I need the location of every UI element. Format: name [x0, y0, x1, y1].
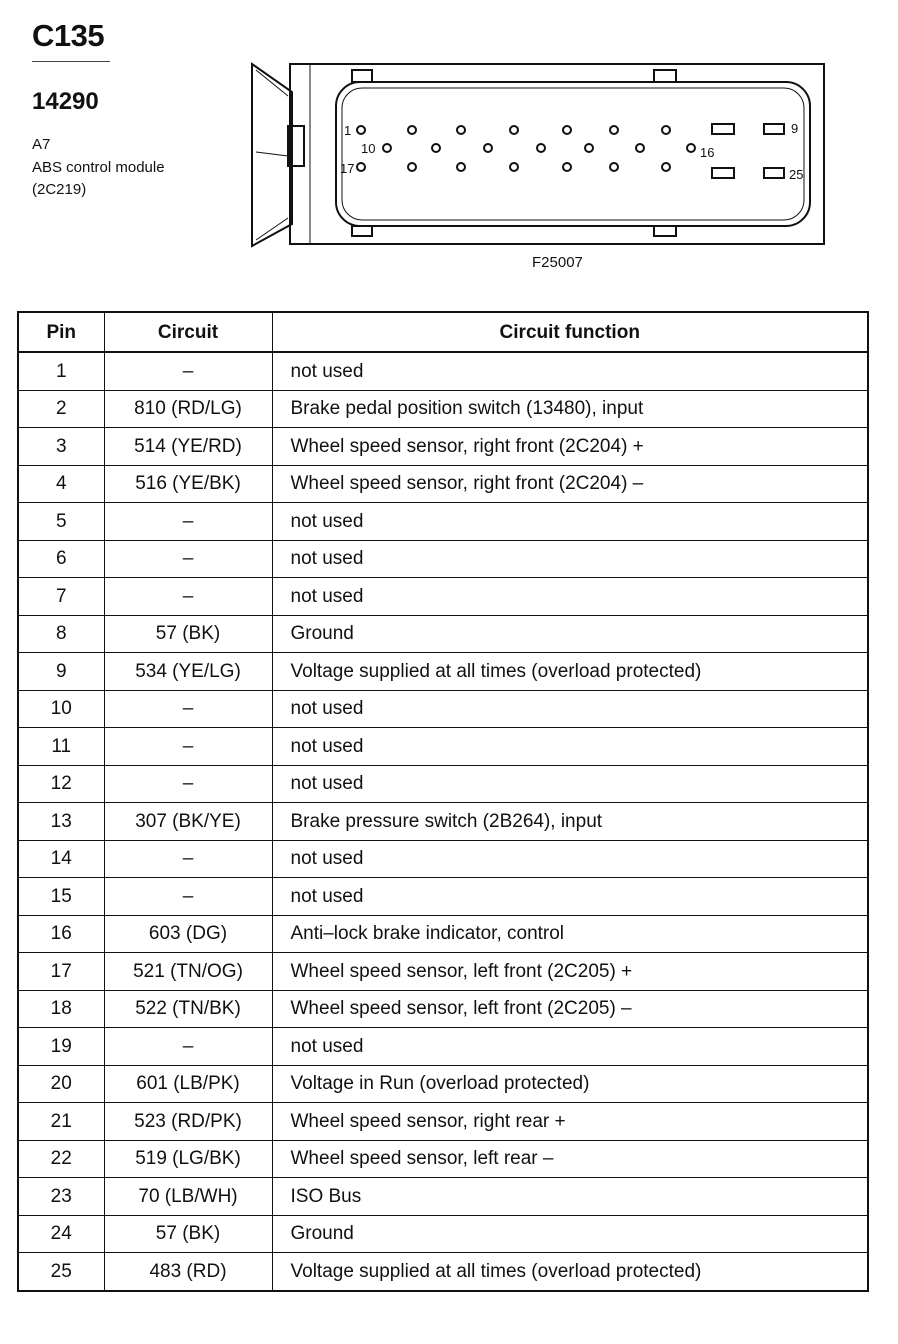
circuit-function-cell: ISO Bus: [272, 1178, 868, 1216]
pin-cell: 3: [18, 428, 104, 466]
pin-cell: 16: [18, 915, 104, 953]
pin-hole: [662, 163, 670, 171]
circuit-cell: 534 (YE/LG): [104, 653, 272, 691]
table-row: [18, 953, 868, 991]
pin-cell: 4: [18, 465, 104, 503]
key-notch: [352, 226, 372, 236]
circuit-cell: –: [104, 690, 272, 728]
table-row: [18, 352, 868, 390]
table-row: [18, 465, 868, 503]
circuit-function-cell: not used: [272, 540, 868, 578]
location-code: A7: [32, 136, 51, 153]
connector-id: C135: [32, 18, 105, 53]
blade-terminal: [712, 124, 734, 134]
key-notch: [352, 70, 372, 82]
pin-hole: [636, 144, 644, 152]
table-row: [18, 1140, 868, 1178]
circuit-function-cell: not used: [272, 352, 868, 390]
pin-hole: [537, 144, 545, 152]
pin-label-1: 1: [344, 123, 352, 138]
pin-label-17: 17: [340, 161, 355, 176]
circuit-cell: 519 (LG/BK): [104, 1140, 272, 1178]
pin-cell: 20: [18, 1065, 104, 1103]
circuit-cell: 57 (BK): [104, 1215, 272, 1253]
circuit-function-cell: Wheel speed sensor, left rear –: [272, 1140, 868, 1178]
circuit-function-cell: Brake pedal position switch (13480), input: [272, 390, 868, 428]
pin-table-body: [18, 352, 868, 1291]
table-row: [18, 428, 868, 466]
pin-label-25: 25: [789, 167, 804, 182]
pin-hole: [408, 126, 416, 134]
pin-hole: [563, 126, 571, 134]
pin-cell: 15: [18, 878, 104, 916]
circuit-function-cell: Voltage supplied at all times (overload protected): [272, 1253, 868, 1291]
circuit-function-cell: not used: [272, 840, 868, 878]
circuit-cell: –: [104, 578, 272, 616]
pin-cell: 13: [18, 803, 104, 841]
table-row: [18, 1028, 868, 1066]
blade-terminal: [764, 168, 784, 178]
circuit-cell: –: [104, 728, 272, 766]
circuit-cell: –: [104, 352, 272, 390]
table-row: [18, 615, 868, 653]
pin-hole: [610, 126, 618, 134]
table-row: [18, 765, 868, 803]
circuit-cell: 521 (TN/OG): [104, 953, 272, 991]
pin-hole: [484, 144, 492, 152]
pin-hole: [563, 163, 571, 171]
table-row: [18, 1178, 868, 1216]
circuit-cell: –: [104, 765, 272, 803]
pin-hole: [510, 126, 518, 134]
pin-cell: 1: [18, 352, 104, 390]
pin-cell: 9: [18, 653, 104, 691]
circuit-function-cell: Wheel speed sensor, left front (2C205) –: [272, 990, 868, 1028]
table-row: [18, 653, 868, 691]
circuit-function-cell: Brake pressure switch (2B264), input: [272, 803, 868, 841]
table-row: [18, 390, 868, 428]
pin-cell: 14: [18, 840, 104, 878]
circuit-function-cell: Wheel speed sensor, left front (2C205) +: [272, 953, 868, 991]
circuit-function-cell: Anti–lock brake indicator, control: [272, 915, 868, 953]
circuit-function-cell: not used: [272, 765, 868, 803]
key-notch: [654, 70, 676, 82]
pin-hole: [610, 163, 618, 171]
part-number: 14290: [32, 88, 99, 115]
pin-hole: [357, 163, 365, 171]
pin-table: [17, 311, 869, 1292]
pin-hole: [585, 144, 593, 152]
header-circuit: Circuit: [104, 312, 272, 352]
circuit-function-cell: not used: [272, 578, 868, 616]
pin-cell: 7: [18, 578, 104, 616]
circuit-function-cell: not used: [272, 1028, 868, 1066]
circuit-function-cell: Wheel speed sensor, right front (2C204) +: [272, 428, 868, 466]
circuit-cell: –: [104, 1028, 272, 1066]
table-row: [18, 990, 868, 1028]
title-underline: [32, 61, 110, 62]
terminal-cavity: [336, 82, 810, 226]
figure-id: F25007: [532, 254, 583, 271]
table-row: [18, 503, 868, 541]
table-row: [18, 1065, 868, 1103]
pin-cell: 23: [18, 1178, 104, 1216]
table-row: [18, 915, 868, 953]
table-row: [18, 1215, 868, 1253]
pin-cell: 5: [18, 503, 104, 541]
circuit-function-cell: Ground: [272, 615, 868, 653]
pin-label-9: 9: [791, 121, 799, 136]
pin-cell: 8: [18, 615, 104, 653]
circuit-cell: –: [104, 503, 272, 541]
table-header-row: [18, 312, 868, 352]
circuit-cell: 57 (BK): [104, 615, 272, 653]
circuit-cell: –: [104, 540, 272, 578]
table-row: [18, 728, 868, 766]
pin-hole: [408, 163, 416, 171]
pin-hole: [510, 163, 518, 171]
component-reference: (2C219): [32, 181, 87, 198]
table-row: [18, 1103, 868, 1141]
pin-cell: 25: [18, 1253, 104, 1291]
pin-cell: 19: [18, 1028, 104, 1066]
table-row: [18, 1253, 868, 1291]
table-row: [18, 690, 868, 728]
table-row: [18, 578, 868, 616]
header-pin: Pin: [18, 312, 104, 352]
pin-hole: [383, 144, 391, 152]
circuit-function-cell: Wheel speed sensor, right rear +: [272, 1103, 868, 1141]
pin-cell: 11: [18, 728, 104, 766]
circuit-function-cell: not used: [272, 728, 868, 766]
circuit-cell: –: [104, 878, 272, 916]
pin-cell: 10: [18, 690, 104, 728]
circuit-cell: 810 (RD/LG): [104, 390, 272, 428]
circuit-function-cell: Voltage in Run (overload protected): [272, 1065, 868, 1103]
table-row: [18, 878, 868, 916]
pin-cell: 17: [18, 953, 104, 991]
circuit-cell: 516 (YE/BK): [104, 465, 272, 503]
pin-hole: [687, 144, 695, 152]
latch-wedge: [252, 64, 292, 246]
circuit-function-cell: not used: [272, 690, 868, 728]
header-circuit-function: Circuit function: [272, 312, 868, 352]
circuit-function-cell: Wheel speed sensor, right front (2C204) –: [272, 465, 868, 503]
pin-hole: [457, 126, 465, 134]
circuit-cell: 70 (LB/WH): [104, 1178, 272, 1216]
pin-hole: [432, 144, 440, 152]
latch-wedge-line: [256, 152, 288, 156]
circuit-cell: 601 (LB/PK): [104, 1065, 272, 1103]
circuit-function-cell: not used: [272, 503, 868, 541]
pin-cell: 18: [18, 990, 104, 1028]
circuit-function-cell: Ground: [272, 1215, 868, 1253]
terminal-cavity-inner: [342, 88, 804, 220]
circuit-cell: 603 (DG): [104, 915, 272, 953]
pin-cell: 2: [18, 390, 104, 428]
pin-cell: 12: [18, 765, 104, 803]
blade-terminal: [764, 124, 784, 134]
pin-hole: [357, 126, 365, 134]
circuit-cell: 522 (TN/BK): [104, 990, 272, 1028]
circuit-function-cell: Voltage supplied at all times (overload protected): [272, 653, 868, 691]
component-name: ABS control module: [32, 159, 165, 176]
circuit-cell: –: [104, 840, 272, 878]
pin-label-16: 16: [700, 145, 715, 160]
key-notch: [654, 226, 676, 236]
pin-hole: [457, 163, 465, 171]
connector-face-diagram: [248, 56, 832, 252]
table-row: [18, 840, 868, 878]
pin-cell: 21: [18, 1103, 104, 1141]
pin-cell: 24: [18, 1215, 104, 1253]
circuit-cell: 307 (BK/YE): [104, 803, 272, 841]
table-row: [18, 803, 868, 841]
connector-housing-inner: [310, 64, 824, 244]
pin-cell: 22: [18, 1140, 104, 1178]
circuit-cell: 514 (YE/RD): [104, 428, 272, 466]
circuit-function-cell: not used: [272, 878, 868, 916]
table-row: [18, 540, 868, 578]
circuit-cell: 523 (RD/PK): [104, 1103, 272, 1141]
pin-label-10: 10: [361, 141, 376, 156]
pin-cell: 6: [18, 540, 104, 578]
blade-terminal: [712, 168, 734, 178]
circuit-cell: 483 (RD): [104, 1253, 272, 1291]
pin-hole: [662, 126, 670, 134]
